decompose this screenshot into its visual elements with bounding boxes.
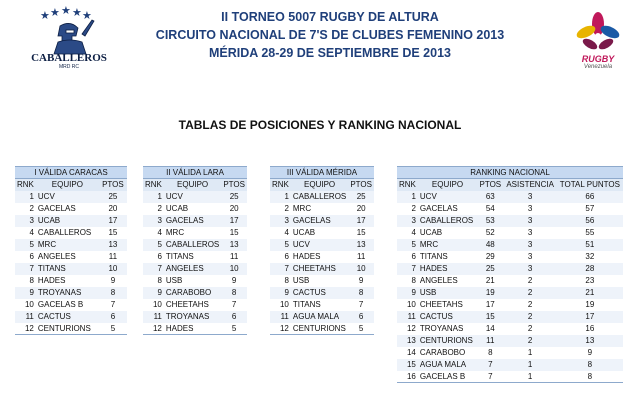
rank-cell: 7 [284, 264, 289, 273]
column-header: RNK [17, 180, 34, 190]
points-cell: 2 [527, 312, 533, 321]
table-row [270, 263, 374, 275]
team-cell: TROYANAS [37, 288, 82, 297]
table-row [143, 251, 247, 263]
rank-cell: 5 [157, 240, 162, 249]
rank-cell: 15 [406, 360, 416, 369]
rank-cell: 2 [411, 204, 416, 213]
column-header: EQUIPO [291, 179, 348, 191]
team-cell: UCAB [165, 204, 189, 213]
rank-cell: 14 [406, 348, 416, 357]
rank-cell: 8 [284, 276, 289, 285]
caballeros-logo [14, 6, 124, 74]
points-cell: 56 [585, 216, 595, 225]
team-cell: CACTUS [419, 312, 453, 321]
points-cell: 17 [485, 300, 495, 309]
table-row [143, 191, 247, 203]
rank-cell: 10 [406, 300, 416, 309]
table-row [15, 311, 127, 323]
points-cell: 6 [110, 312, 116, 321]
team-cell: GACELAS [292, 216, 331, 225]
table-caption: III VÁLIDA MÉRIDA [270, 167, 374, 179]
table-row [15, 299, 127, 311]
rank-cell: 10 [24, 300, 34, 309]
team-cell: ANGELES [37, 252, 76, 261]
column-header: PTOS [99, 179, 127, 191]
points-cell: 9 [358, 276, 364, 285]
team-cell: AGUA MALA [419, 360, 467, 369]
team-cell: CHEETAHS [292, 264, 336, 273]
points-cell: 8 [358, 288, 364, 297]
table-row [397, 191, 623, 203]
team-cell: UCAB [292, 228, 316, 237]
rank-cell: 5 [29, 240, 34, 249]
points-cell: 2 [527, 336, 533, 345]
column-header: RNK [272, 180, 289, 190]
points-cell: 3 [527, 192, 533, 201]
table-row [15, 275, 127, 287]
team-cell: CABALLEROS [165, 240, 220, 249]
team-cell: GACELAS [37, 204, 76, 213]
table-row [15, 191, 127, 203]
points-cell: 15 [229, 228, 239, 237]
rank-cell: 3 [157, 216, 162, 225]
rank-cell: 4 [157, 228, 162, 237]
team-cell: CACTUS [37, 312, 71, 321]
team-cell: CENTURIONS [291, 323, 348, 335]
points-cell: 53 [485, 216, 495, 225]
points-cell: 5 [99, 323, 127, 335]
rank-cell: 12 [270, 323, 291, 335]
team-cell: CABALLEROS [419, 216, 474, 225]
points-cell: 13 [229, 240, 239, 249]
points-cell: 17 [356, 216, 366, 225]
points-cell: 9 [587, 348, 593, 357]
column-header: RNK [145, 180, 162, 190]
rank-cell: 1 [411, 192, 416, 201]
rank-cell: 2 [157, 204, 162, 213]
points-cell: 10 [229, 264, 239, 273]
points-cell: 25 [229, 192, 239, 201]
rugby-logo-subtext: Venezuela [583, 64, 613, 70]
rank-cell: 2 [29, 204, 34, 213]
points-cell: 55 [585, 228, 595, 237]
table-row [270, 299, 374, 311]
svg-text:★: ★ [40, 9, 50, 22]
rank-cell: 5 [284, 240, 289, 249]
points-cell: 14 [485, 324, 495, 333]
rugby-venezuela-logo [566, 10, 630, 72]
points-cell: 51 [585, 240, 595, 249]
table-row [397, 347, 623, 359]
points-cell: 2 [527, 276, 533, 285]
team-cell: TITANS [292, 300, 321, 309]
table-row [397, 311, 623, 323]
points-cell: 5 [348, 323, 374, 335]
points-cell: 20 [108, 204, 118, 213]
points-cell: 25 [485, 264, 495, 273]
table-row [270, 227, 374, 239]
team-cell: CENTURIONS [419, 336, 473, 345]
team-cell: TITANS [37, 264, 66, 273]
svg-text:★: ★ [50, 6, 60, 19]
table-row [270, 239, 374, 251]
points-cell: 9 [231, 276, 237, 285]
team-cell: CARABOBO [419, 348, 466, 357]
column-header: PTOS [477, 179, 503, 191]
rank-cell: 10 [152, 300, 162, 309]
rank-cell: 9 [29, 288, 34, 297]
column-header: EQUIPO [36, 179, 99, 191]
table-caption: I VÁLIDA CARACAS [15, 167, 127, 179]
points-cell: 3 [527, 240, 533, 249]
points-cell: 10 [356, 264, 366, 273]
points-cell: 8 [587, 360, 593, 369]
points-cell: 7 [358, 300, 364, 309]
points-cell: 9 [110, 276, 116, 285]
rank-cell: 6 [284, 252, 289, 261]
team-cell: UCAB [37, 216, 61, 225]
rank-cell: 8 [411, 276, 416, 285]
points-cell: 13 [356, 240, 366, 249]
points-cell: 2 [527, 288, 533, 297]
table-valida-caracas [15, 166, 127, 335]
points-cell: 1 [527, 360, 533, 369]
points-cell: 1 [504, 371, 557, 383]
table-row [397, 287, 623, 299]
rank-cell: 3 [29, 216, 34, 225]
points-cell: 13 [585, 336, 595, 345]
column-header: EQUIPO [418, 179, 477, 191]
page-header [130, 8, 530, 62]
table-row [270, 311, 374, 323]
points-cell: 25 [108, 192, 118, 201]
table-row [15, 203, 127, 215]
points-cell: 57 [585, 204, 595, 213]
table-row [397, 323, 623, 335]
table-row [143, 275, 247, 287]
caballeros-logo-text: CABALLEROS [31, 52, 107, 64]
points-cell: 28 [585, 264, 595, 273]
points-cell: 7 [488, 360, 493, 369]
points-cell: 48 [485, 240, 495, 249]
points-cell: 11 [357, 252, 366, 261]
team-cell: TITANS [165, 252, 194, 261]
points-cell: 15 [485, 312, 495, 321]
points-cell: 3 [527, 252, 533, 261]
team-cell: GACELAS B [418, 371, 477, 383]
points-cell: 6 [231, 312, 237, 321]
rank-cell: 9 [157, 288, 162, 297]
points-cell: 17 [229, 216, 239, 225]
rank-cell: 2 [284, 204, 289, 213]
rank-cell: 13 [406, 336, 416, 345]
team-cell: MRC [292, 204, 312, 213]
table-row [270, 287, 374, 299]
table-valida-lara [143, 166, 247, 335]
team-cell: ANGELES [165, 264, 204, 273]
team-cell: HADES [37, 276, 66, 285]
header-line-3: MÉRIDA 28-29 DE SEPTIEMBRE DE 2013 [209, 46, 451, 60]
points-cell: 63 [485, 192, 495, 201]
table-row [397, 203, 623, 215]
table-row [397, 263, 623, 275]
table-row [397, 239, 623, 251]
rank-cell: 12 [15, 323, 36, 335]
table-row [143, 323, 247, 335]
table-row [270, 323, 374, 335]
table-row [397, 335, 623, 347]
points-cell: 3 [527, 264, 533, 273]
rank-cell: 11 [25, 312, 34, 321]
points-cell: 8 [231, 288, 237, 297]
rank-cell: 8 [157, 276, 162, 285]
table-row [270, 215, 374, 227]
rank-cell: 8 [29, 276, 34, 285]
points-cell: 8 [110, 288, 116, 297]
points-cell: 5 [221, 323, 247, 335]
table-row [270, 275, 374, 287]
points-cell: 6 [358, 312, 364, 321]
points-cell: 2 [527, 300, 533, 309]
team-cell: AGUA MALA [292, 312, 340, 321]
team-cell: USB [292, 276, 310, 285]
rank-cell: 7 [29, 264, 34, 273]
team-cell: TROYANAS [419, 324, 464, 333]
team-cell: USB [165, 276, 183, 285]
team-cell: CARABOBO [165, 288, 212, 297]
team-cell: UCAB [419, 228, 443, 237]
table-row [397, 359, 623, 371]
rank-cell: 10 [279, 300, 289, 309]
points-cell: 11 [108, 252, 118, 261]
rank-cell: 11 [153, 312, 162, 321]
team-cell: HADES [164, 323, 221, 335]
rugby-flower-icon [566, 10, 630, 56]
rank-cell: 7 [411, 264, 416, 273]
rank-cell: 11 [407, 312, 416, 321]
team-cell: CHEETAHS [419, 300, 463, 309]
table-row [15, 323, 127, 335]
header-line-1: II TORNEO 5007 RUGBY DE ALTURA [221, 10, 439, 24]
column-header: EQUIPO [164, 179, 221, 191]
rank-cell: 11 [280, 312, 289, 321]
points-cell: 8 [488, 348, 493, 357]
points-cell: 20 [229, 204, 239, 213]
svg-text:★: ★ [72, 6, 82, 19]
table-row [143, 203, 247, 215]
column-header: PTOS [348, 179, 374, 191]
rank-cell: 3 [411, 216, 416, 225]
team-cell: MRC [37, 240, 57, 249]
points-cell: 52 [485, 228, 495, 237]
table-row [143, 311, 247, 323]
points-cell: 21 [585, 288, 595, 297]
points-cell: 20 [356, 204, 366, 213]
team-cell: UCV [419, 192, 437, 201]
column-header: RNK [399, 180, 416, 190]
table-row [15, 215, 127, 227]
points-cell: 16 [585, 324, 595, 333]
team-cell: HADES [419, 264, 448, 273]
table-row [143, 287, 247, 299]
team-cell: ANGELES [419, 276, 458, 285]
column-header: ASISTENCIA [504, 179, 557, 191]
table-row [143, 227, 247, 239]
team-cell: CENTURIONS [36, 323, 99, 335]
points-cell: 25 [356, 192, 366, 201]
points-cell: 19 [585, 300, 595, 309]
table-row [143, 215, 247, 227]
table-row [270, 251, 374, 263]
points-cell: 13 [108, 240, 118, 249]
points-cell: 7 [110, 300, 116, 309]
rank-cell: 12 [143, 323, 164, 335]
points-cell: 3 [527, 228, 533, 237]
team-cell: TITANS [419, 252, 448, 261]
rank-cell: 5 [411, 240, 416, 249]
team-cell: CABALLEROS [37, 228, 92, 237]
table-row [397, 215, 623, 227]
rank-cell: 4 [284, 228, 289, 237]
points-cell: 11 [230, 252, 239, 261]
points-cell: 2 [527, 324, 533, 333]
table-row [270, 191, 374, 203]
table-row [143, 299, 247, 311]
points-cell: 19 [485, 288, 495, 297]
points-cell: 32 [585, 252, 595, 261]
table-row [15, 251, 127, 263]
team-cell: UCV [292, 240, 310, 249]
team-cell: GACELAS [165, 216, 204, 225]
points-cell: 23 [585, 276, 595, 285]
table-row [270, 203, 374, 215]
table-row [15, 239, 127, 251]
rank-cell: 6 [29, 252, 34, 261]
header-line-2: CIRCUITO NACIONAL DE 7'S DE CLUBES FEMENINO 2013 [155, 28, 505, 42]
points-cell: 21 [485, 276, 495, 285]
points-cell: 3 [527, 216, 533, 225]
rugby-logo-text: RUGBY [581, 54, 615, 64]
team-cell: MRC [419, 240, 439, 249]
points-cell: 8 [557, 371, 623, 383]
table-row [397, 299, 623, 311]
points-cell: 15 [108, 228, 118, 237]
team-cell: MRC [165, 228, 185, 237]
points-cell: 1 [527, 348, 533, 357]
team-cell: USB [419, 288, 437, 297]
column-header: PTOS [221, 179, 247, 191]
rank-cell: 6 [157, 252, 162, 261]
rank-cell: 16 [397, 371, 418, 383]
svg-text:★: ★ [61, 6, 71, 17]
table-caption: II VÁLIDA LARA [143, 167, 247, 179]
team-cell: CHEETAHS [165, 300, 209, 309]
rank-cell: 1 [284, 192, 289, 201]
table-ranking-nacional [397, 166, 623, 383]
points-cell: 17 [585, 312, 595, 321]
points-cell: 66 [585, 192, 595, 201]
rank-cell: 12 [406, 324, 416, 333]
rank-cell: 9 [284, 288, 289, 297]
points-cell: 29 [485, 252, 495, 261]
table-row [397, 371, 623, 383]
rank-cell: 1 [29, 192, 34, 201]
points-cell: 15 [356, 228, 366, 237]
points-cell: 7 [477, 371, 503, 383]
rank-cell: 4 [29, 228, 34, 237]
rank-cell: 4 [411, 228, 416, 237]
rank-cell: 6 [411, 252, 416, 261]
table-row [143, 239, 247, 251]
points-cell: 3 [527, 204, 533, 213]
points-cell: 54 [485, 204, 495, 213]
rank-cell: 7 [157, 264, 162, 273]
points-cell: 7 [231, 300, 237, 309]
table-row [15, 263, 127, 275]
points-cell: 11 [486, 336, 495, 345]
svg-text:★: ★ [82, 9, 92, 22]
team-cell: CACTUS [292, 288, 326, 297]
team-cell: GACELAS B [37, 300, 84, 309]
team-cell: HADES [292, 252, 321, 261]
table-row [397, 227, 623, 239]
table-row [397, 251, 623, 263]
table-row [15, 227, 127, 239]
table-caption: RANKING NACIONAL [397, 167, 623, 179]
team-cell: TROYANAS [165, 312, 210, 321]
table-row [15, 287, 127, 299]
points-cell: 10 [108, 264, 118, 273]
rank-cell: 1 [157, 192, 162, 201]
points-cell: 17 [108, 216, 118, 225]
rank-cell: 9 [411, 288, 416, 297]
caballeros-logo-subtext: MRD RC [59, 64, 79, 70]
table-row [397, 275, 623, 287]
section-title: TABLAS DE POSICIONES Y RANKING NACIONAL [178, 118, 462, 132]
column-header: TOTAL PUNTOS [557, 179, 623, 191]
table-valida-merida [270, 166, 374, 335]
rank-cell: 3 [284, 216, 289, 225]
team-cell: UCV [37, 192, 55, 201]
team-cell: CABALLEROS [292, 192, 347, 201]
team-cell: UCV [165, 192, 183, 201]
team-cell: GACELAS [419, 204, 458, 213]
table-row [143, 263, 247, 275]
